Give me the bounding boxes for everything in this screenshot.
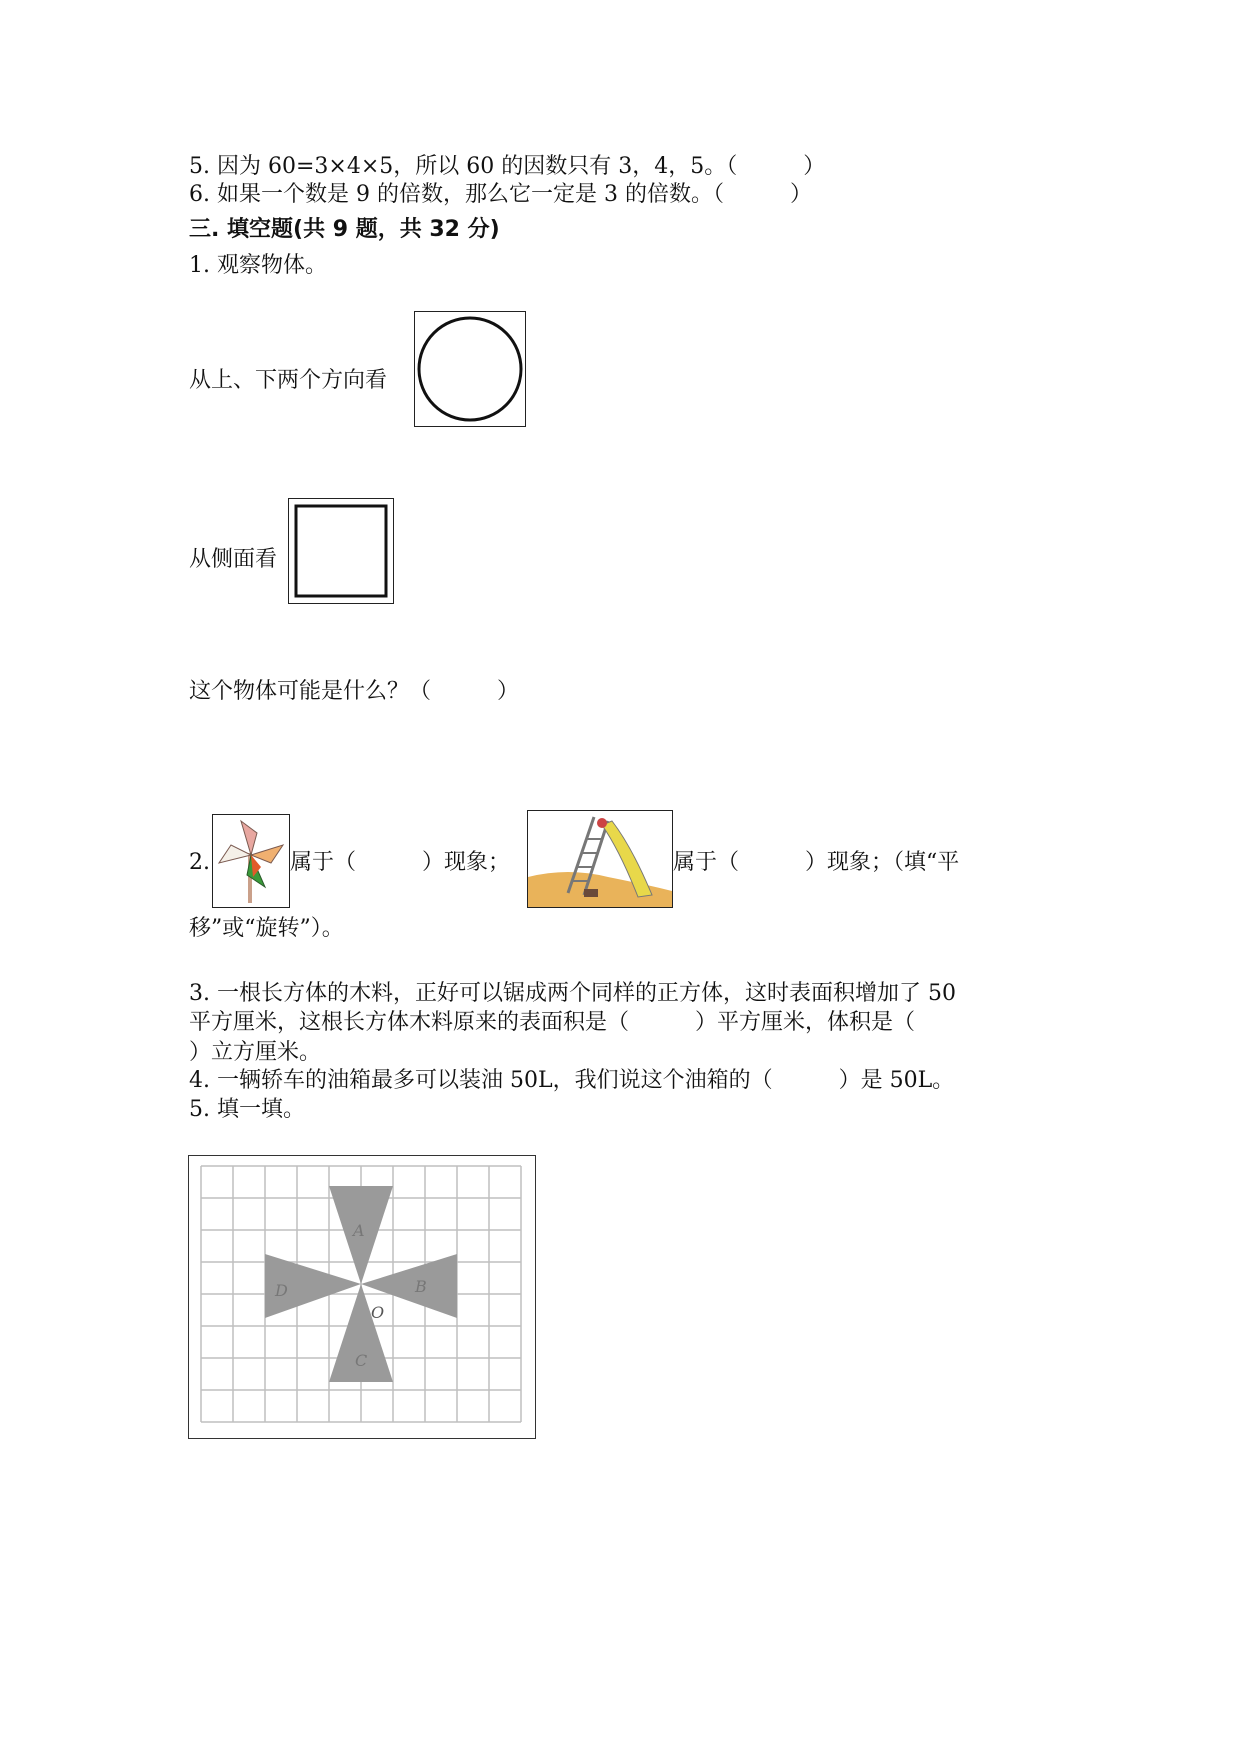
side-view-label: 从侧面看 xyxy=(189,547,278,572)
q2-line2: 移”或“旋转”）。 xyxy=(189,916,344,941)
pinwheel-icon xyxy=(213,815,289,907)
label-c: C xyxy=(355,1351,368,1370)
square-view-icon xyxy=(289,499,393,603)
label-b: B xyxy=(415,1277,427,1296)
q1-question: 这个物体可能是什么？（ ） xyxy=(189,679,520,704)
q3-line1: 3. 一根长方体的木料，正好可以锯成两个同样的正方体，这时表面积增加了 50 xyxy=(189,981,956,1006)
q2-part2: 属于（ ）现象；（填“平 xyxy=(673,850,960,875)
q3-line3: ）立方厘米。 xyxy=(189,1040,322,1065)
grid-figure xyxy=(188,1155,536,1439)
q1-title: 1. 观察物体。 xyxy=(189,253,327,278)
top-view-label: 从上、下两个方向看 xyxy=(189,368,388,393)
q2-part1: 属于（ ）现象； xyxy=(290,850,511,875)
q2-number: 2. xyxy=(189,850,210,875)
side-view-figure xyxy=(288,498,394,604)
circle-view-icon xyxy=(415,312,525,426)
rotation-grid-diagram xyxy=(189,1156,535,1438)
q3-line2: 平方厘米，这根长方体木料原来的表面积是（ ）平方厘米，体积是（ xyxy=(189,1010,916,1035)
label-o: O xyxy=(371,1303,385,1322)
section-title: 三. 填空题(共 9 题，共 32 分) xyxy=(189,217,500,242)
label-d: D xyxy=(275,1281,288,1300)
top-view-figure xyxy=(414,311,526,427)
label-a: A xyxy=(353,1221,365,1240)
q5-title: 5. 填一填。 xyxy=(189,1097,305,1122)
q4-text: 4. 一辆轿车的油箱最多可以装油 50L，我们说这个油箱的（ ）是 50L。 xyxy=(189,1068,955,1093)
slide-figure xyxy=(527,810,673,908)
pinwheel-figure xyxy=(212,814,290,908)
slide-icon xyxy=(528,811,672,907)
judge-question-6: 6. 如果一个数是 9 的倍数，那么它一定是 3 的倍数。（ ） xyxy=(189,182,812,207)
judge-question-5: 5. 因为 60=3×4×5，所以 60 的因数只有 3，4，5。（ ） xyxy=(189,154,826,179)
